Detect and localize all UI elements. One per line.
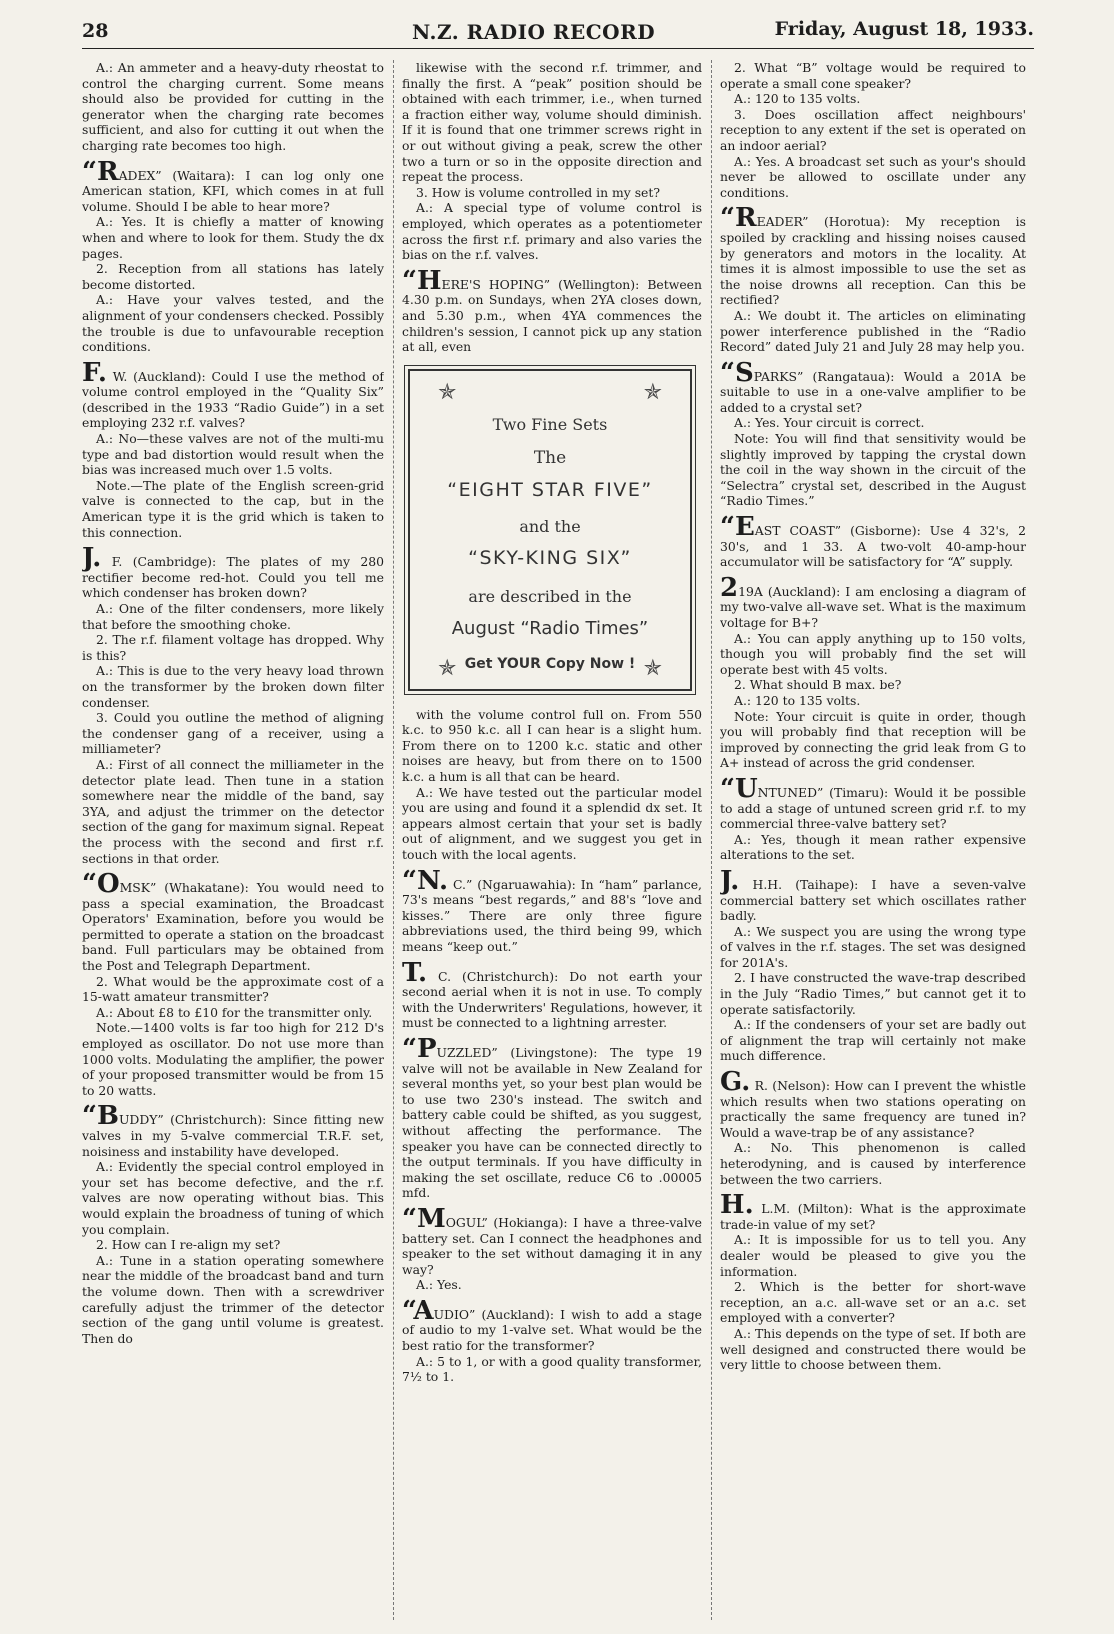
answer-text: A.: This is due to the very heavy load thrown on the transformer by the broken down filter condenser. <box>82 663 384 710</box>
answer-text: 3. How is volume controlled in my set? <box>416 184 661 200</box>
qa-entry <box>720 572 1026 771</box>
ad-line-4: and the <box>519 516 581 536</box>
question-text: F. W. (Auckland): Could I use the method of volume control employed in the “Quality Six” (described in the 1933 “Radio Guide”) in a set employing 232 r.f. valves? <box>82 357 384 431</box>
answer-text: A.: No—these valves are not of the multi-mu type and bad distortion would result when the bias was increased much over 1.5 volts. <box>82 431 384 478</box>
answer-text: Note: Your circuit is quite in order, though you will probably find that reception will be improved by connecting the grid leak from G to A+ instead of across the grid condenser. <box>720 708 1026 771</box>
answer-text: A.: Yes, though it mean rather expensive alterations to the set. <box>720 831 1026 863</box>
qa-entry <box>82 869 384 1098</box>
ad-line-2: The <box>533 447 567 468</box>
question-text: “PUZZLED” (Livingstone): The type 19 valve will not be available in New Zealand for several months yet, so your best plan would be to use two 230's instead. The switch and battery cable could be shifted, as you suggest, without affecting the performance. The speaker you have can be connected directly to the output terminals. If you have difficulty in making the set oscillate, reduce C6 to .00005 mfd. <box>402 1033 702 1201</box>
qa-entry <box>402 60 702 263</box>
question-text: “SPARKS” (Rangataua): Would a 201A be suitable to use in a one-valve amplifier to be added to a crystal set? <box>720 357 1026 415</box>
answer-text: 2. What “B” voltage would be required to operate a small cone speaker? <box>720 60 1026 91</box>
ad-line-7: August “Radio Times” <box>451 617 649 639</box>
answer-text: A.: Yes. <box>416 1277 462 1293</box>
question-text: “BUDDY” (Christchurch): Since fitting new valves in my 5-valve commercial T.R.F. set, noisiness and instability have developed. <box>82 1101 384 1159</box>
answer-text: A.: 5 to 1, or with a good quality transformer, 7½ to 1. <box>402 1353 702 1385</box>
answer-text: A.: If the condensers of your set are badly out of alignment the trap will certainly not make much difference. <box>720 1017 1026 1064</box>
question-text: J. H.H. (Taihape): I have a seven-valve commercial battery set which oscillates rather badly. <box>720 865 1026 924</box>
answer-text: with the volume control full on. From 550 k.c. to 950 k.c. all I can hear is a slight hum. From there on to 1200 k.c. static and other noises are heavy, but from there on to 1500 k.c. a hum is all that can be heard. <box>402 706 702 785</box>
answer-text: Note.—The plate of the English screen-grid valve is connected to the cap, but in the American type it is the grid which is taken to this connection. <box>82 477 384 540</box>
answer-text: Note.—1400 volts is far too high for 212 D's employed as oscillator. Do not use more than 1000 volts. Modulating the amplifier, the power of your proposed transmitter would be from 15 to 20 watts. <box>82 1020 384 1098</box>
question-text: “EAST COAST” (Gisborne): Use 4 32's, 2 30's, and 1 33. A two-volt 40-amp-hour accumulator will be satisfactory for “A” supply. <box>720 512 1026 570</box>
answer-text: A.: An ammeter and a heavy-duty rheostat to control the charging current. Some means should also be provided for cutting in the generator when the charging rate becomes sufficient, and also for cutting it out when the charging rate becomes too high. <box>82 60 384 153</box>
question-text: T. C. (Christchurch): Do not earth your second aerial when it is not in use. To comply with the Underwriters' Regulations, however, it must be connected to a lightning arrester. <box>402 957 702 1031</box>
question-text: “HERE'S HOPING” (Wellington): Between 4.30 p.m. on Sundays, when 2YA closes down, and 5.30 p.m., when 4YA commences the children's session, I cannot pick up any station at all, even <box>402 265 702 355</box>
advertisement-box <box>408 369 692 691</box>
answer-text: A.: We suspect you are using the wrong type of valves in the r.f. stages. The set was designed for 201A's. <box>720 923 1026 970</box>
qa-entry <box>402 1203 702 1293</box>
qa-entry <box>402 865 702 955</box>
qa-entry <box>720 60 1026 200</box>
answer-text: A.: We have tested out the particular model you are using and found it a splendid dx set. It appears almost certain that your set is badly out of alignment, and we suggest you get in touch with the local agents. <box>402 784 702 863</box>
ad-line-8: Get YOUR Copy Now ! <box>464 655 636 672</box>
qa-entry <box>720 357 1026 509</box>
answer-text: 2. What would be the approximate cost of a 15-watt amateur transmitter? <box>82 973 384 1005</box>
page-header <box>82 14 1034 49</box>
question-text: “MOGUL” (Hokianga): I have a three-valve battery set. Can I connect the headphones and speaker to the set without damaging it in any way? <box>402 1203 702 1277</box>
answer-text: 2. I have constructed the wave-trap described in the July “Radio Times,” but cannot get it to operate satisfactorily. <box>720 970 1026 1017</box>
column-divider <box>393 60 394 1620</box>
qa-entry <box>82 60 384 154</box>
answer-text: A.: You can apply anything up to 150 volts, though you will probably find the set will operate best with 45 volts. <box>720 630 1026 677</box>
answer-text: A.: Have your valves tested, and the alignment of your condensers checked. Possibly the trouble is due to unfavourable reception conditions. <box>82 292 384 355</box>
answer-text: 3. Does oscillation affect neighbours' reception to any extent if the set is operated on an indoor aerial? <box>720 106 1026 153</box>
question-text: “READER” (Horotua): My reception is spoiled by crackling and hissing noises caused by generators and motors in the locality. At times it is almost impossible to use the set as the noise drowns all reception. Can this be rectified? <box>720 203 1026 308</box>
qa-entry <box>720 1067 1026 1187</box>
page-number: 28 <box>82 20 109 42</box>
qa-entry <box>82 543 384 866</box>
column-2-top <box>402 60 702 355</box>
question-text: “RADEX” (Waitara): I can log only one American station, KFI, which comes in at full volume. Should I be able to hear more? <box>82 156 384 214</box>
qa-entry <box>82 1101 384 1346</box>
question-text: G. R. (Nelson): How can I prevent the whistle which results when two stations operating on practically the same frequency are tuned in? Would a wave-trap be of any assistance? <box>720 1067 1026 1140</box>
qa-entry <box>402 957 702 1031</box>
column-1 <box>82 60 384 1620</box>
answer-text: A.: First of all connect the milliameter in the detector plate lead. Then tune in a station somewhere near the middle of the band, say 3YA, and adjust the trimmer on the detector section of the gang for maximum signal. Repeat the process with the second and first r.f. sections in that order. <box>82 756 384 866</box>
question-text: “UNTUNED” (Timaru): Would it be possible to add a stage of untuned screen grid r.f. to my commercial three-valve battery set? <box>720 773 1026 832</box>
answer-text: 2. What should B max. be? <box>734 677 902 693</box>
column-2-bottom <box>402 707 702 1385</box>
star-icon: ✯ <box>438 656 457 682</box>
ad-line-5: “SKY-KING SIX” <box>468 546 632 569</box>
answer-text: A.: A special type of volume control is employed, which operates as a potentiometer across the first r.f. primary and also varies the bias on the r.f. valves. <box>402 200 702 263</box>
column-divider <box>711 60 712 1620</box>
question-text: “AUDIO” (Auckland): I wish to add a stage of audio to my 1-valve set. What would be the best ratio for the transformer? <box>402 1295 702 1354</box>
ad-line-1: Two Fine Sets <box>492 414 608 434</box>
answer-text: A.: Evidently the special control employed in your set has become defective, and the r.f. valves are now operating without bias. This would explain the broadness of tuning of which you complain. <box>82 1159 384 1237</box>
ad-line-3: “EIGHT STAR FIVE” <box>447 478 653 501</box>
qa-entry <box>720 773 1026 863</box>
publication-title: N.Z. RADIO RECORD <box>412 20 656 44</box>
issue-date: Friday, August 18, 1933. <box>774 18 1034 40</box>
qa-entry <box>402 707 702 863</box>
qa-entry <box>720 203 1026 355</box>
answer-text: A.: Yes. It is chiefly a matter of knowing when and where to look for them. Study the dx pages. <box>82 214 384 261</box>
answer-text: A.: Yes. A broadcast set such as your's should never be allowed to oscillate under any conditions. <box>720 153 1026 200</box>
answer-text: A.: 120 to 135 volts. <box>734 692 861 708</box>
answer-text: A.: We doubt it. The articles on eliminating power interference published in the “Radio Record” dated July 21 and July 28 may help you. <box>720 307 1026 355</box>
answer-text: 2. Which is the better for short-wave reception, an a.c. all-wave set or an a.c. set employed with a converter? <box>720 1279 1026 1326</box>
answer-text: A.: Tune in a station operating somewhere near the middle of the broadcast band and turn the volume down. Then with a screwdriver carefully adjust the trimmer of the detector section of the gang until volume is greatest. Then do <box>82 1252 384 1346</box>
question-text: “N. C.” (Ngaruawahia): In “ham” parlance, 73's means “best regards,” and 88's “love and kisses.” There are only three figure abbreviations used, the third being 99, which means “keep out.” <box>402 865 702 954</box>
question-text: “OMSK” (Whakatane): You would need to pass a special examination, the Broadcast Operators' Examination, before you would be permitted to operate a station on the broadcast band. Full particulars may be obtained from the Post and Telegraph Department. <box>82 869 384 974</box>
answer-text: A.: One of the filter condensers, more likely that before the smoothing choke. <box>82 601 384 632</box>
answer-text: 2. The r.f. filament voltage has dropped. Why is this? <box>82 632 384 663</box>
qa-entry <box>720 512 1026 570</box>
star-icon: ✯ <box>643 379 662 405</box>
star-icon: ✯ <box>438 379 457 405</box>
answer-text: A.: No. This phenomenon is called heterodyning, and is caused by interference between the two carriers. <box>720 1140 1026 1187</box>
qa-entry <box>720 1190 1026 1373</box>
qa-entry <box>720 865 1026 1064</box>
answer-text: 3. Could you outline the method of aligning the condenser gang of a receiver, using a milliameter? <box>82 710 384 757</box>
qa-entry <box>82 156 384 355</box>
answer-text: 2. Reception from all stations has lately become distorted. <box>82 261 384 292</box>
answer-text: A.: 120 to 135 volts. <box>734 91 861 107</box>
qa-entry <box>402 1295 702 1385</box>
answer-text: A.: This depends on the type of set. If both are well designed and constructed there would be very little to choose between them. <box>720 1325 1026 1373</box>
ad-line-6: are described in the <box>468 586 632 606</box>
question-text: H. L.M. (Milton): What is the approximate trade-in value of my set? <box>720 1190 1026 1232</box>
answer-text: A.: Yes. Your circuit is correct. <box>734 415 925 431</box>
qa-entry <box>82 357 384 541</box>
answer-text: 2. How can I re-align my set? <box>96 1237 281 1253</box>
qa-entry <box>402 265 702 355</box>
column-3 <box>720 60 1026 1620</box>
qa-entry <box>402 1033 702 1201</box>
answer-text: A.: About £8 to £10 for the transmitter only. <box>96 1004 373 1020</box>
column-2 <box>402 60 702 1620</box>
answer-text: Note: You will find that sensitivity would be slightly improved by tapping the crystal down the coil in the way shown in the circuit of the “Selectra” crystal set, described in the August “Radio Times.” <box>720 431 1026 509</box>
question-text: 219A (Auckland): I am enclosing a diagram of my two-valve all-wave set. What is the maximum voltage for B+? <box>720 572 1026 630</box>
answer-text: A.: It is impossible for us to tell you. Any dealer would be pleased to give you the information. <box>720 1232 1026 1279</box>
question-text: J. F. (Cambridge): The plates of my 280 rectifier become red-hot. Could you tell me which condenser has broken down? <box>82 543 384 601</box>
star-icon: ✯ <box>643 656 662 682</box>
answer-text: likewise with the second r.f. trimmer, and finally the first. A “peak” position should be obtained with each trimmer, i.e., when turned a fraction either way, volume should diminish. If it is found that one trimmer screws right in or out without giving a peak, screw the other two a turn or so in the opposite direction and repeat the process. <box>402 60 702 185</box>
